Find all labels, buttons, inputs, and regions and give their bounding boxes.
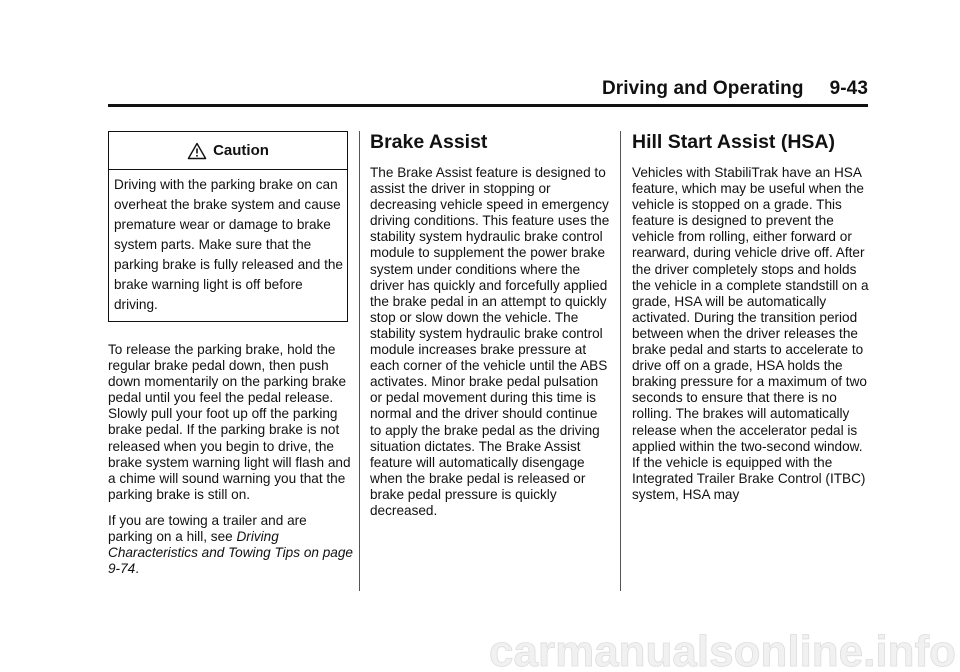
column-divider bbox=[359, 131, 360, 591]
brake-assist-paragraph: The Brake Assist feature is designed to assist the driver in stopping or decreasing vehicle speed in emergency driving conditions. This feature uses the stability system hydraulic brake control module to supplement the power brake system under conditions where the driver has quickly and forcefully applied the brake pedal in an attempt to quickly stop or slow down the vehicle. The stability system hydraulic brake control module increases brake pressure at each corner of the vehicle until the ABS activates. Minor brake pedal pulsation or pedal movement during this time is normal and the driver should continue to apply the brake pedal as the driving situation dictates. The Brake Assist feature will automatically disengage when the brake pedal is released or brake pedal pressure is quickly decreased. bbox=[370, 165, 610, 518]
page-number: 9-43 bbox=[829, 78, 868, 99]
towing-text-end: . bbox=[135, 561, 139, 577]
column-right bbox=[632, 131, 872, 503]
towing-paragraph bbox=[108, 513, 354, 577]
warning-icon bbox=[187, 142, 207, 160]
parking-brake-release-paragraph: To release the parking brake, hold the regular brake pedal down, then push down momentarily on the parking brake pedal until you feel the pedal release. Slowly pull your foot up off the parking brake pedal. If the parking brake is not released when you begin to drive, the brake system warning light will flash and a chime will sound warning you that the parking brake is still on. bbox=[108, 342, 351, 502]
page-header bbox=[108, 78, 868, 106]
hsa-heading: Hill Start Assist (HSA) bbox=[632, 131, 835, 153]
column-left bbox=[108, 131, 354, 577]
column-divider bbox=[620, 131, 621, 591]
header-rule bbox=[108, 104, 868, 107]
header-text bbox=[602, 78, 868, 100]
watermark-text: carmanualsonline.info bbox=[489, 627, 956, 672]
watermark bbox=[0, 600, 960, 672]
caution-title: Caution bbox=[213, 142, 269, 159]
column-middle bbox=[370, 131, 610, 519]
hsa-paragraph: Vehicles with StabiliTrak have an HSA feature, which may be useful when the vehicle is stopped on a grade. This feature is designed to prevent the vehicle from rolling, either forward or rearward, during vehicle drive off. After the driver completely stops and holds the vehicle in a complete standstill on a grade, HSA will be automatically activated. During the transition period between when the driver releases the brake pedal and starts to accelerate to drive off on a grade, HSA holds the braking pressure for a maximum of two seconds to ensure that there is no rolling. The brakes will automatically release when the accelerator pedal is applied within the two-second window. If the vehicle is equipped with the Integrated Trailer Brake Control (ITBC) system, HSA may bbox=[632, 165, 869, 502]
caution-text: Driving with the parking brake on can overheat the brake system and cause premature wear or damage to brake system parts. Make sure that the parking brake is fully released and the brake warning light is off before driving. bbox=[114, 177, 343, 312]
towing-text: If you are towing a trailer and are parking on a hill, see bbox=[108, 512, 307, 545]
brake-assist-heading: Brake Assist bbox=[370, 131, 488, 153]
cross-reference-link[interactable]: Driving Characteristics and Towing Tips on page 9-74 bbox=[108, 529, 353, 577]
caution-header bbox=[109, 132, 347, 170]
section-title: Driving and Operating bbox=[601, 78, 804, 99]
caution-box bbox=[108, 131, 348, 322]
